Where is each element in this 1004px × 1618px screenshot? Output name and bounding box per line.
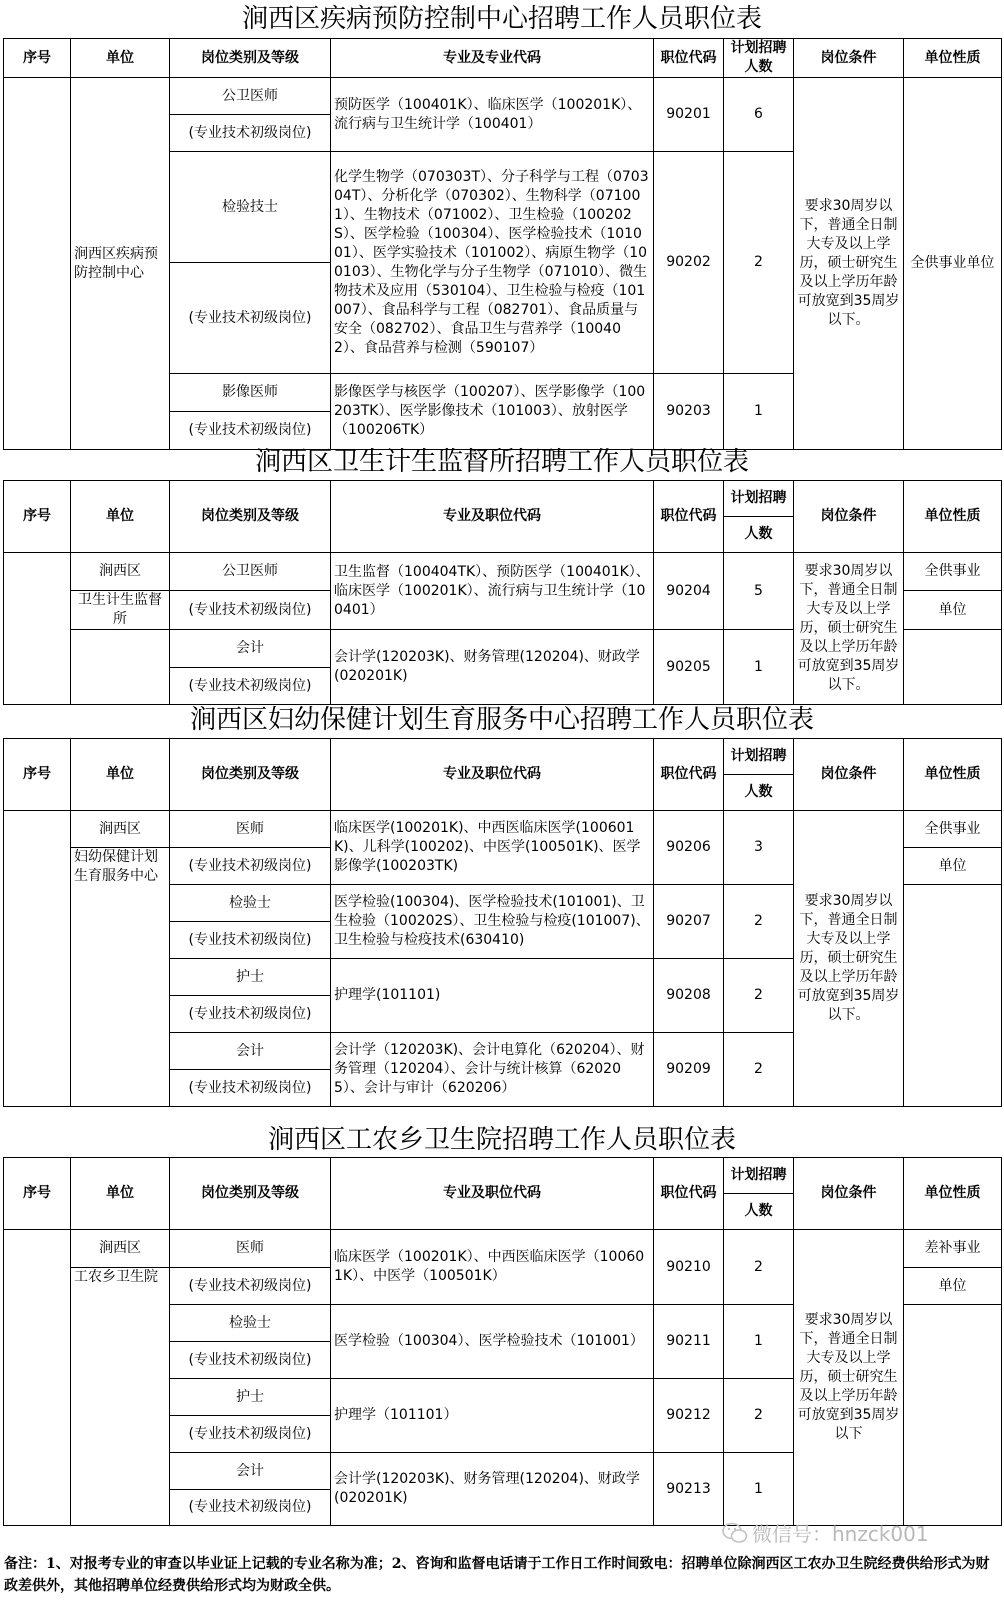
- header-specialty: 专业及职位代码: [331, 481, 654, 553]
- header-plan-a: 计划招聘: [724, 739, 794, 775]
- watermark: [722, 1518, 929, 1549]
- job-code: 90213: [654, 1453, 724, 1526]
- post-level: (专业技术初级岗位): [170, 1070, 331, 1107]
- unit-cell-empty: [71, 630, 170, 705]
- unit-cell-b: 工农乡卫生院: [71, 1268, 170, 1526]
- unit-type-cell-a: 差补事业: [904, 1230, 1002, 1268]
- header-unit-type: 单位性质: [904, 1158, 1002, 1230]
- plan-count: 1: [724, 374, 794, 450]
- post-name: 护士: [170, 1379, 331, 1416]
- unit-cell-a: 涧西区: [71, 1230, 170, 1268]
- plan-count: 2: [724, 1033, 794, 1107]
- header-row: [4, 1158, 1002, 1194]
- specialty-cell: 预防医学（100401K）、临床医学（100201K）、流行病与卫生统计学（100401）: [331, 78, 654, 152]
- post-level: (专业技术初级岗位): [170, 1490, 331, 1526]
- job-code: 90210: [654, 1230, 724, 1305]
- table-row: [4, 1230, 1002, 1268]
- header-condition: 岗位条件: [794, 481, 904, 553]
- header-plan-a: 计划招聘: [724, 481, 794, 517]
- post-level: (专业技术初级岗位): [170, 1416, 331, 1453]
- header-specialty: 专业及专业代码: [331, 39, 654, 78]
- condition-cell: 要求30周岁以下，普通全日制大专及以上学历，硕士研究生及以上学历年龄可放宽到35周岁以下。: [794, 553, 904, 705]
- header-code: 职位代码: [654, 1158, 724, 1230]
- seq-cell: [4, 1230, 71, 1526]
- unit-type-cell-b: 单位: [904, 591, 1002, 630]
- job-code: 90205: [654, 630, 724, 705]
- job-code: 90207: [654, 885, 724, 959]
- header-unit: 单位: [71, 481, 170, 553]
- post-name: 检验士: [170, 1305, 331, 1342]
- header-code: 职位代码: [654, 39, 724, 78]
- post-name: 公卫医师: [170, 78, 331, 115]
- post-level: (专业技术初级岗位): [170, 848, 331, 885]
- section-title: 涧西区妇幼保健计划生育服务中心招聘工作人员职位表: [189, 705, 814, 735]
- job-table: [3, 738, 1002, 1107]
- job-code: 90201: [654, 78, 724, 152]
- post-level: (专业技术初级岗位): [170, 1342, 331, 1379]
- plan-count: 2: [724, 1379, 794, 1453]
- header-category: 岗位类别及等级: [170, 39, 331, 78]
- specialty-cell: 影像医学与核医学（100207）、医学影像学（100203TK）、医学影像技术（101003）、放射医学（100206TK）: [331, 374, 654, 450]
- section-title: 涧西区工农乡卫生院招聘工作人员职位表: [267, 1125, 736, 1155]
- specialty-cell: 会计学(120203K)、财务管理(120204)、财政学(020201K): [331, 630, 654, 705]
- job-code: 90211: [654, 1305, 724, 1379]
- header-seq: 序号: [4, 39, 71, 78]
- header-plan-a: 计划招聘: [724, 1158, 794, 1194]
- post-name: 公卫医师: [170, 553, 331, 591]
- header-row: [4, 739, 1002, 775]
- plan-count: 2: [724, 959, 794, 1033]
- job-code: 90202: [654, 152, 724, 374]
- section-title: 涧西区疾病预防控制中心招聘工作人员职位表: [241, 4, 762, 34]
- plan-count: 2: [724, 885, 794, 959]
- post-level: (专业技术初级岗位): [170, 996, 331, 1033]
- condition-cell: 要求30周岁以下，普通全日制大专及以上学历，硕士研究生及以上学历年龄可放宽到35周岁以下: [794, 1230, 904, 1526]
- job-table: [3, 1157, 1002, 1526]
- post-level: (专业技术初级岗位): [170, 115, 331, 152]
- post-level: (专业技术初级岗位): [170, 668, 331, 705]
- post-level: (专业技术初级岗位): [170, 591, 331, 630]
- header-condition: 岗位条件: [794, 1158, 904, 1230]
- post-name: 护士: [170, 959, 331, 996]
- plan-count: 6: [724, 78, 794, 152]
- condition-cell: 要求30周岁以下，普通全日制大专及以上学历，硕士研究生及以上学历年龄可放宽到35周岁以下。: [794, 78, 904, 450]
- specialty-cell: 临床医学（100201K）、中西医临床医学（100601K）、中医学（100501K）: [331, 1230, 654, 1305]
- unit-type-empty: [904, 885, 1002, 1107]
- plan-count: 1: [724, 1453, 794, 1526]
- plan-count: 2: [724, 1230, 794, 1305]
- post-name: 检验技士: [170, 152, 331, 263]
- table-row: [4, 78, 1002, 115]
- header-code: 职位代码: [654, 739, 724, 811]
- header-category: 岗位类别及等级: [170, 481, 331, 553]
- unit-cell-a: 涧西区: [71, 811, 170, 848]
- header-condition: 岗位条件: [794, 739, 904, 811]
- post-level: (专业技术初级岗位): [170, 412, 331, 450]
- specialty-cell: 会计学（120203K)、会计电算化（620204）、财务管理（120204）、会计与统计核算（620205）、会计与审计（620206）: [331, 1033, 654, 1107]
- unit-type-empty: [904, 630, 1002, 705]
- header-unit-type: 单位性质: [904, 39, 1002, 78]
- header-unit: 单位: [71, 739, 170, 811]
- job-code: 90206: [654, 811, 724, 885]
- header-unit-type: 单位性质: [904, 481, 1002, 553]
- plan-count: 1: [724, 1305, 794, 1379]
- plan-count: 3: [724, 811, 794, 885]
- specialty-cell: 医学检验（100304）、医学检验技术（101001）: [331, 1305, 654, 1379]
- unit-cell-b: 妇幼保健计划生育服务中心: [71, 848, 170, 1107]
- job-table: [3, 480, 1002, 705]
- table-row: [4, 553, 1002, 591]
- unit-type-cell-b: 单位: [904, 848, 1002, 885]
- header-unit: 单位: [71, 1158, 170, 1230]
- specialty-cell: 护理学(101101): [331, 959, 654, 1033]
- post-name: 会计: [170, 630, 331, 668]
- unit-cell-b: 卫生计生监督所: [71, 591, 170, 630]
- watermark-text: 微信号：hnzck001: [752, 1522, 929, 1546]
- header-plan: 计划招聘人数: [724, 39, 794, 78]
- specialty-cell: 医学检验(100304)、医学检验技术(101001)、卫生检验（100202S）、卫生检验与检疫(101007)、卫生检验与检疫技术(630410): [331, 885, 654, 959]
- post-name: 医师: [170, 1230, 331, 1268]
- unit-type-empty: [904, 1305, 1002, 1526]
- job-code: 90203: [654, 374, 724, 450]
- header-unit: 单位: [71, 39, 170, 78]
- specialty-cell: 会计学(120203K)、财务管理(120204)、财政学(020201K): [331, 1453, 654, 1526]
- specialty-cell: 化学生物学（070303T）、分子科学与工程（070304T）、分析化学（070302）、生物科学（071001）、生物技术（071002）、卫生检验（100202S）、医学检验（100304）、医学检验技术（101001）、医学实验技术（101002）、病原生物学（100103）、生物化学与分子生物学（071010）、微生物技术及应用（530104）、卫生检验与检疫（101007）、食品科学与工程（082701）、食品质量与安全（082702）、食品卫生与营养学（100402）、食品营养与检测（590107）: [331, 152, 654, 374]
- header-plan-b: 人数: [724, 1194, 794, 1230]
- plan-count: 2: [724, 152, 794, 374]
- post-name: 医师: [170, 811, 331, 848]
- post-level: (专业技术初级岗位): [170, 922, 331, 959]
- seq-cell: [4, 78, 71, 450]
- header-seq: 序号: [4, 1158, 71, 1230]
- header-seq: 序号: [4, 481, 71, 553]
- header-code: 职位代码: [654, 481, 724, 553]
- seq-cell: [4, 811, 71, 1107]
- post-name: 会计: [170, 1453, 331, 1490]
- header-specialty: 专业及职位代码: [331, 739, 654, 811]
- table-row: [4, 811, 1002, 848]
- header-category: 岗位类别及等级: [170, 1158, 331, 1230]
- job-table: [3, 38, 1002, 450]
- seq-cell: [4, 553, 71, 705]
- header-row: [4, 39, 1002, 78]
- unit-cell: 涧西区疾病预防控制中心: [71, 78, 170, 450]
- job-code: 90209: [654, 1033, 724, 1107]
- header-seq: 序号: [4, 739, 71, 811]
- header-condition: 岗位条件: [794, 39, 904, 78]
- plan-count: 1: [724, 630, 794, 705]
- job-code: 90204: [654, 553, 724, 630]
- condition-cell: 要求30周岁以下，普通全日制大专及以上学历，硕士研究生及以上学历年龄可放宽到35周岁以下。: [794, 811, 904, 1107]
- plan-count: 5: [724, 553, 794, 630]
- section-title: 涧西区卫生计生监督所招聘工作人员职位表: [254, 447, 749, 477]
- header-unit-type: 单位性质: [904, 739, 1002, 811]
- header-specialty: 专业及职位代码: [331, 1158, 654, 1230]
- unit-type-cell: 全供事业单位: [904, 78, 1002, 450]
- unit-cell-a: 涧西区: [71, 553, 170, 591]
- post-level: (专业技术初级岗位): [170, 263, 331, 374]
- specialty-cell: 临床医学(100201K)、中西医临床医学(100601K)、儿科学(100202)、中医学(100501K)、医学影像学(100203TK): [331, 811, 654, 885]
- post-name: 影像医师: [170, 374, 331, 412]
- specialty-cell: 卫生监督（100404TK）、预防医学（100401K）、临床医学（100201K）、流行病与卫生统计学（100401）: [331, 553, 654, 630]
- post-name: 会计: [170, 1033, 331, 1070]
- unit-type-cell-a: 全供事业: [904, 553, 1002, 591]
- header-category: 岗位类别及等级: [170, 739, 331, 811]
- header-row: [4, 481, 1002, 517]
- job-code: 90212: [654, 1379, 724, 1453]
- job-code: 90208: [654, 959, 724, 1033]
- specialty-cell: 护理学（101101）: [331, 1379, 654, 1453]
- header-plan-b: 人数: [724, 517, 794, 553]
- wechat-icon: [722, 1522, 748, 1549]
- unit-type-cell-a: 全供事业: [904, 811, 1002, 848]
- unit-type-cell-b: 单位: [904, 1268, 1002, 1305]
- post-name: 检验士: [170, 885, 331, 922]
- footnote: 备注：1、对报考专业的审查以毕业证上记载的专业名称为准；2、咨询和监督电话请于工作日工作时间致电：招聘单位除涧西区工农办卫生院经费供给形式为财政差供外，其他招聘单位经费供给形式均为财政全供。: [4, 1556, 990, 1594]
- post-level: (专业技术初级岗位): [170, 1268, 331, 1305]
- header-plan-b: 人数: [724, 775, 794, 811]
